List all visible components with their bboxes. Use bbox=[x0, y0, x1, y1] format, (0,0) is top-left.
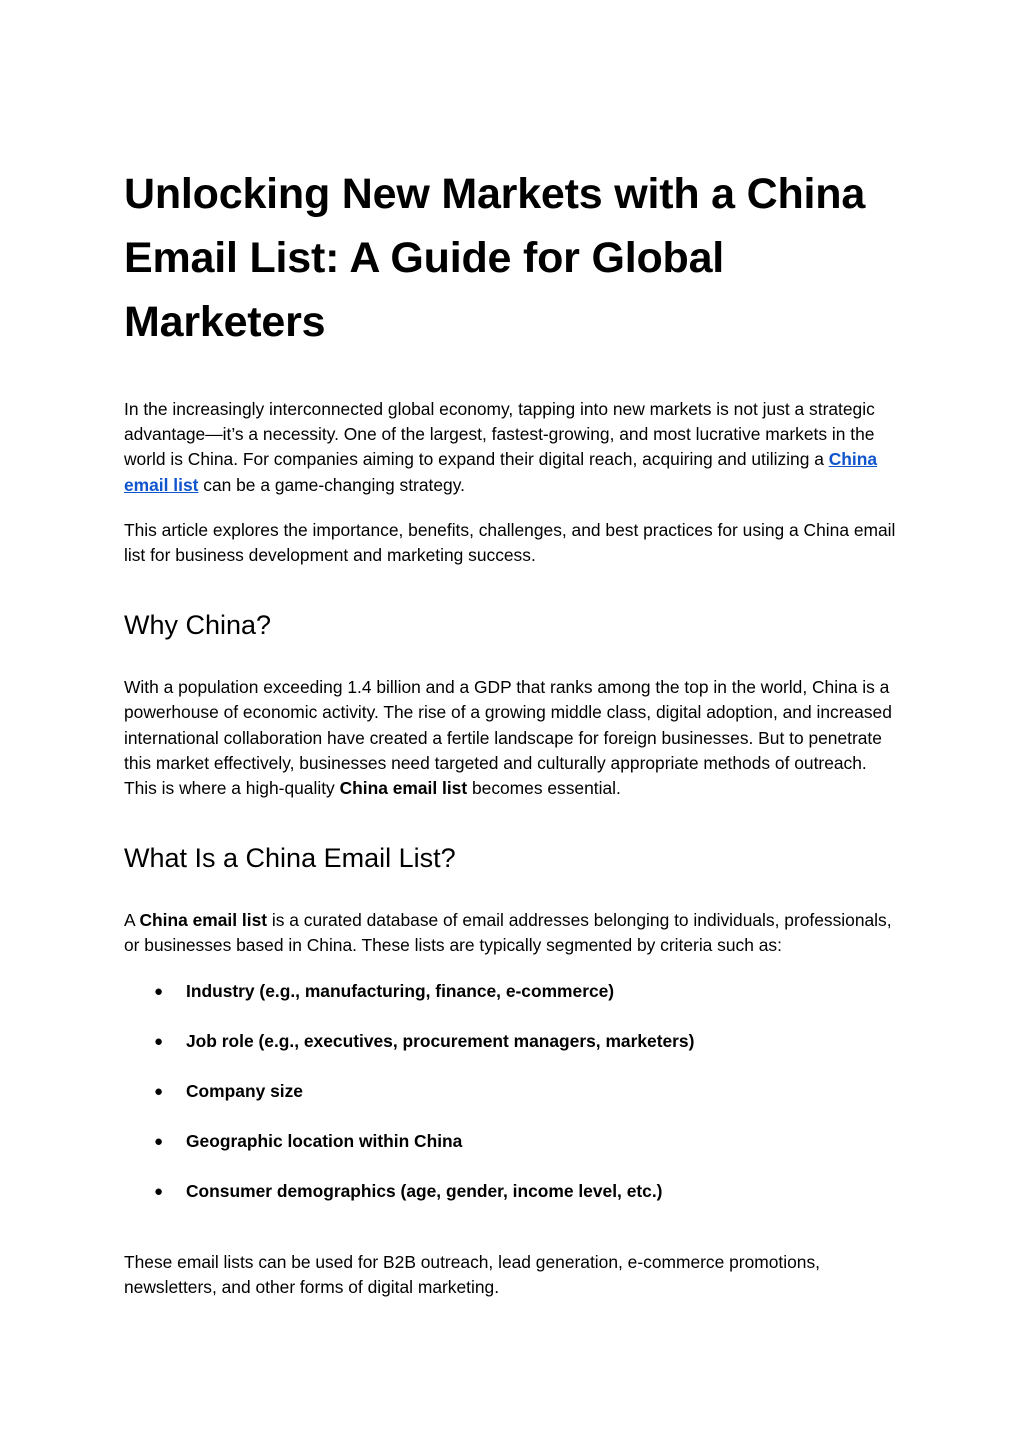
intro-paragraph bbox=[124, 397, 904, 498]
bullet-icon: ● bbox=[154, 1032, 164, 1050]
what-is-text: is a curated database of email addresses belonging to individuals, professionals, or businesses based in China. These lists are typically segmented by criteria such as: bbox=[124, 910, 892, 956]
why-china-paragraph bbox=[124, 675, 904, 801]
intro-text-start: In the increasingly interconnected global economy, tapping into new markets is not just a strategic advantage—it’s a necessity. One of the largest, fastest-growing, and most lucrative markets in the world is China. For companies aiming to expand their digital reach, acquiring and utilizing a bbox=[124, 399, 875, 470]
bullet-icon: ● bbox=[154, 982, 164, 1000]
what-is-bold-term: China email list bbox=[139, 910, 268, 931]
bullet-icon: ● bbox=[154, 1083, 164, 1101]
list-item bbox=[124, 1079, 904, 1104]
what-is-prefix: A bbox=[124, 910, 140, 931]
why-china-heading: Why China? bbox=[124, 610, 272, 641]
criteria-list bbox=[124, 979, 904, 1205]
list-item-text: Company size bbox=[186, 1081, 303, 1102]
article-title: Unlocking New Markets with a China Email List: A Guide for Global Marketers bbox=[124, 170, 866, 346]
why-china-text-end: becomes essential. bbox=[467, 778, 621, 799]
list-item-text: Consumer demographics (age, gender, income level, etc.) bbox=[186, 1181, 663, 1202]
closing-paragraph: These email lists can be used for B2B outreach, lead generation, e-commerce promotions, newsletters, and other forms of digital marketing. bbox=[124, 1251, 820, 1297]
list-item bbox=[124, 1179, 904, 1204]
list-item-text: Job role (e.g., executives, procurement managers, marketers) bbox=[186, 1030, 695, 1051]
list-item-text: Geographic location within China bbox=[186, 1131, 463, 1152]
bullet-icon: ● bbox=[154, 1133, 164, 1151]
list-item-text: Industry (e.g., manufacturing, finance, e-commerce) bbox=[186, 980, 615, 1001]
why-china-text: With a population exceeding 1.4 billion and a GDP that ranks among the top in the world, China is a powerhouse of economic activity. The rise of a growing middle class, digital adoption, and increased international collaboration have created a fertile landscape for foreign businesses. But to penetrate this market effectively, businesses need targeted and culturally appropriate methods of outreach. This is where a high-quality bbox=[124, 677, 892, 799]
list-item bbox=[124, 1129, 904, 1154]
list-item bbox=[124, 1029, 904, 1054]
china-email-list-link[interactable]: China email list bbox=[124, 449, 878, 495]
intro-text-end: can be a game-changing strategy. bbox=[198, 474, 465, 495]
document-page bbox=[124, 162, 904, 1300]
list-item bbox=[124, 979, 904, 1004]
what-is-paragraph bbox=[124, 908, 904, 958]
bullet-icon: ● bbox=[154, 1183, 164, 1201]
what-is-heading: What Is a China Email List? bbox=[124, 843, 456, 874]
why-china-bold-term: China email list bbox=[339, 778, 468, 799]
overview-paragraph: This article explores the importance, benefits, challenges, and best practices for using a China email list for business development and marketing success. bbox=[124, 519, 896, 566]
